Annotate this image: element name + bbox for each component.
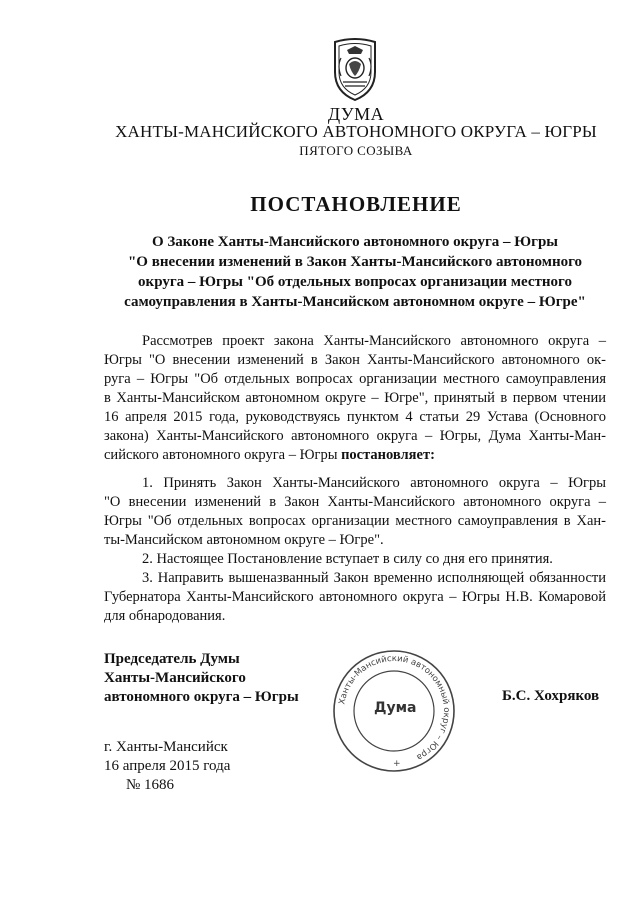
document-type-title: ПОСТАНОВЛЕНИЕ — [250, 192, 462, 216]
place: г. Ханты-Мансийск — [104, 739, 228, 755]
preamble-line: закона) Ханты-Мансийского автономного округа – Югры, Дума Ханты-Ман- — [104, 428, 606, 444]
preamble-line — [104, 446, 606, 465]
header-region: ХАНТЫ-МАНСИЙСКОГО АВТОНОМНОГО ОКРУГА – ЮГРЫ — [115, 122, 597, 141]
decision-word: постановляет: — [341, 447, 435, 463]
resolution-item-line: 1. Принять Закон Ханты-Мансийского автономного округа – Югры — [142, 475, 606, 491]
resolution-item-line: для обнародования. — [104, 608, 226, 624]
signer-title — [104, 650, 299, 707]
seal-ring-text: Ханты-Мансийский автономный округ – Югра — [337, 653, 452, 763]
seal-center-text: Дума — [374, 700, 417, 716]
preamble-line: Рассмотрев проект закона Ханты-Мансийского автономного округа – — [142, 333, 606, 349]
svg-text:+: + — [393, 759, 401, 769]
subject-line: самоуправления в Ханты-Мансийском автономном округе – Югре" — [124, 294, 586, 310]
date: 16 апреля 2015 года — [104, 758, 231, 774]
header-convocation: ПЯТОГО СОЗЫВА — [299, 143, 413, 158]
preamble-line: Югры "О внесении изменений в Закон Ханты-Мансийского автономного ок- — [104, 352, 606, 368]
resolution-item-line: "О внесении изменений в Закон Ханты-Мансийского автономного округа – — [104, 494, 606, 510]
preamble-last-text: сийского автономного округа – Югры — [104, 447, 338, 463]
signer-title-line: автономного округа – Югры — [104, 689, 299, 705]
resolution-item-line: 3. Направить вышеназванный Закон временно исполняющей обязанности — [142, 570, 606, 586]
subject-line: округа – Югры "Об отдельных вопросах организации местного — [138, 274, 572, 290]
subject-line: "О внесении изменений в Закон Ханты-Мансийского автономного — [127, 254, 583, 270]
subject-line: О Законе Ханты-Мансийского автономного округа – Югры — [151, 234, 559, 250]
signer-name: Б.С. Хохряков — [502, 688, 600, 704]
coat-of-arms-emblem — [329, 38, 381, 102]
resolution-item-line: 2. Настоящее Постановление вступает в силу со дня его принятия. — [142, 551, 553, 567]
document-number: № 1686 — [126, 777, 175, 793]
signer-title-line: Председатель Думы — [104, 651, 240, 667]
signer-title-line: Ханты-Мансийского — [104, 670, 246, 686]
document-subject — [100, 232, 610, 312]
preamble-line: 16 апреля 2015 года, руководствуясь пунктом 4 статьи 29 Устава (Основного — [104, 409, 606, 425]
resolution-item-line: Губернатора Ханты-Мансийского автономного округа – Югры Н.В. Комаровой — [104, 589, 606, 605]
resolution-item-line: Югры "Об отдельных вопросах организации местного самоуправления в Хан- — [104, 513, 606, 529]
place-date-number — [104, 738, 230, 795]
header-body-name: ДУМА — [327, 104, 385, 124]
preamble-paragraph — [104, 332, 606, 465]
preamble-line: в Ханты-Мансийском автономном округе – Югре", принятый в первом чтении — [104, 390, 606, 406]
resolution-items — [104, 474, 606, 626]
resolution-item-line: ты-Мансийском автономном округе – Югре". — [104, 532, 384, 548]
preamble-line: руга – Югры "Об отдельных вопросах организации местного самоуправления — [104, 371, 606, 387]
